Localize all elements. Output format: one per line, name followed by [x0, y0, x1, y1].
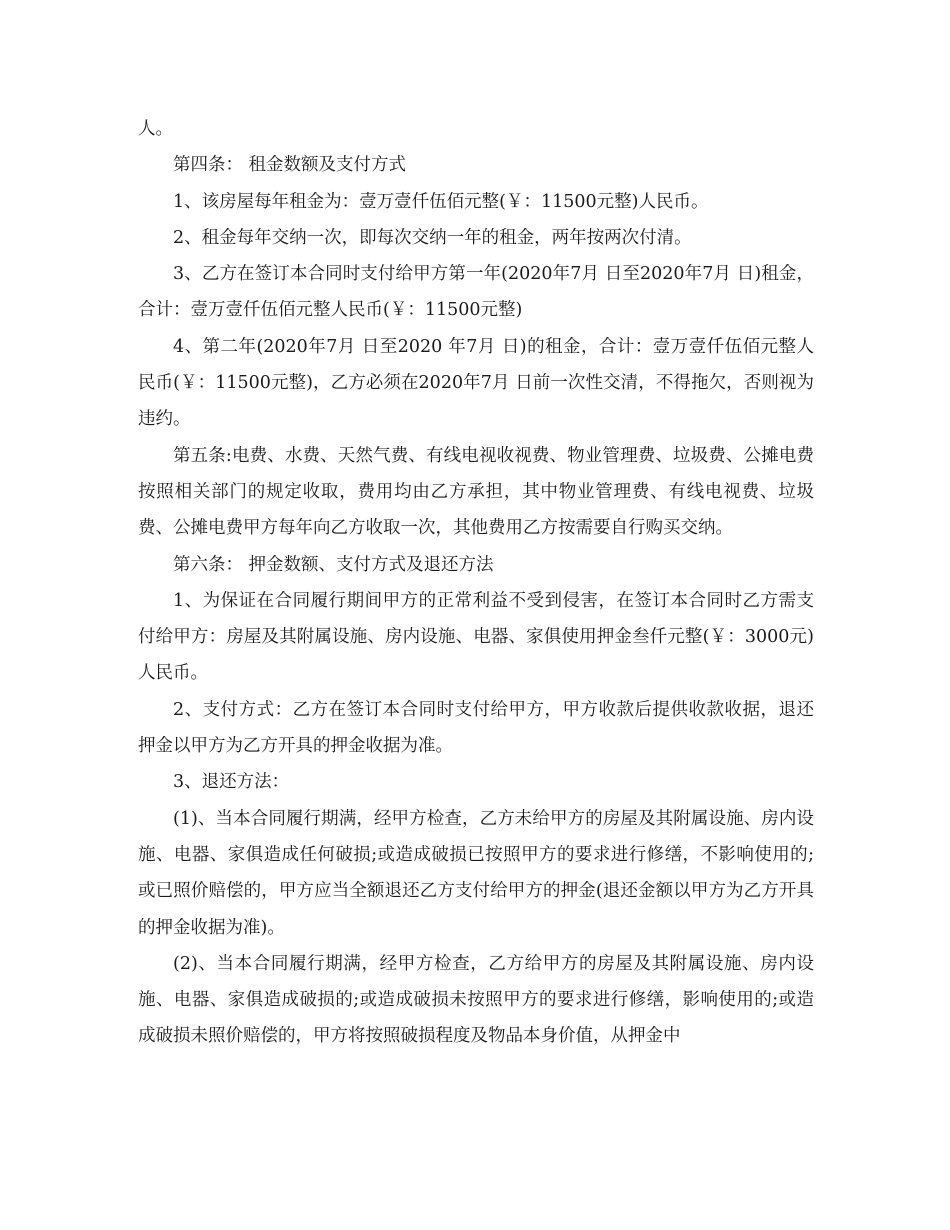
- article-6-item-2: 2、支付方式：乙方在签订本合同时支付给甲方，甲方收款后提供收款收据，退还押金以甲方为乙方开具的押金收据为准。: [138, 699, 814, 757]
- paragraph-continuation: 人。: [138, 119, 173, 139]
- article-6-item-3: 3、退还方法：: [173, 772, 290, 793]
- document-body: [138, 111, 814, 1055]
- article-4-heading: 第四条： 租金数额及支付方式: [173, 155, 407, 176]
- article-4-item-2: 2、租金每年交纳一次，即每次交纳一年的租金，两年按两次付清。: [173, 227, 692, 248]
- article-4-item-3: 3、乙方在签订本合同时支付给甲方第一年(2020年7月 日至2020年7月 日)租金，合计：壹万壹仟伍佰元整人民币(￥：11500元整): [138, 264, 814, 321]
- article-4-item-1: 1、该房屋每年租金为：壹万壹仟伍佰元整(￥：11500元整)人民币。: [173, 191, 709, 212]
- article-6-item-1: 1、为保证在合同履行期间甲方的正常利益不受到侵害，在签订本合同时乙方需支付给甲方：房屋及其附属设施、房内设施、电器、家俱使用押金叁仟元整(￥：3000元)人民币。: [138, 590, 814, 684]
- article-4-item-4: 4、第二年(2020年7月 日至2020 年7月 日)的租金，合计：壹万壹仟伍佰元整人民币(￥：11500元整)，乙方必须在2020年7月 日前一次性交清，不得拖欠，否则视为违约。: [138, 336, 814, 430]
- article-6-item-3-1: (1)、当本合同履行期满，经甲方检查，乙方未给甲方的房屋及其附属设施、房内设施、电器、家俱造成任何破损;或造成破损已按照甲方的要求进行修缮，不影响使用的;或已照价赔偿的，甲方应当全额退还乙方支付给甲方的押金(退还金额以甲方为乙方开具的押金收据为准)。: [138, 808, 814, 938]
- article-6-heading: 第六条： 押金数额、支付方式及退还方法: [173, 554, 494, 575]
- article-5: 第五条:电费、水费、天然气费、有线电视收视费、物业管理费、垃圾费、公摊电费按照相关部门的规定收取，费用均由乙方承担，其中物业管理费、有线电视费、垃圾费、公摊电费甲方每年向乙方收取一次，其他费用乙方按需要自行购买交纳。: [138, 445, 814, 539]
- article-6-item-3-2: (2)、当本合同履行期满，经甲方检查，乙方给甲方的房屋及其附属设施、房内设施、电器、家俱造成破损的;或造成破损未按照甲方的要求进行修缮，影响使用的;或造成破损未照价赔偿的，甲方将按照破损程度及物品本身价值，从押金中: [138, 953, 814, 1047]
